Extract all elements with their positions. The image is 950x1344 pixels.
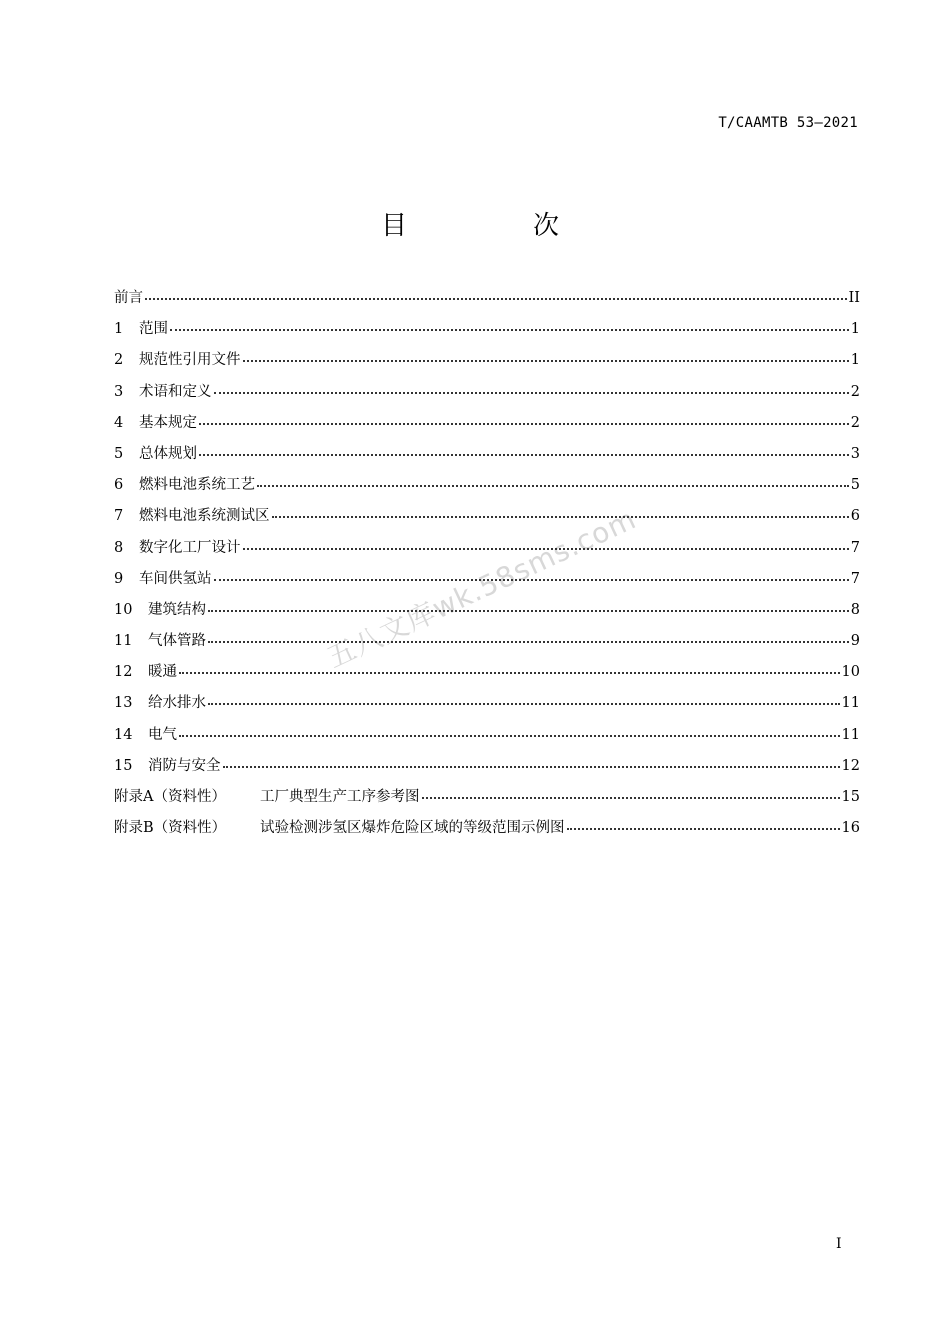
toc-entry-label: 范围 xyxy=(139,321,168,338)
toc-entry-number: 4 xyxy=(114,414,124,431)
toc-entry[interactable] xyxy=(114,785,860,816)
toc-entry-number: 15 xyxy=(114,757,133,774)
toc-entry-label: 暖通 xyxy=(148,664,177,681)
toc-entry-label: 气体管路 xyxy=(148,633,206,650)
toc-entry-label: 给水排水 xyxy=(148,695,206,712)
toc-entry-number: 8 xyxy=(114,539,124,556)
toc-entry-label: 车间供氢站 xyxy=(139,570,212,587)
toc-entry-label: 工厂典型生产工序参考图 xyxy=(260,789,420,805)
toc-entry-label: 燃料电池系统测试区 xyxy=(139,508,270,525)
watermark: 五八文库wk.58sms.com xyxy=(322,502,642,675)
toc-entry[interactable] xyxy=(114,691,860,722)
toc-entry[interactable] xyxy=(114,348,860,379)
toc-leader-dots xyxy=(179,664,840,674)
toc-entry-label: 燃料电池系统工艺 xyxy=(139,477,255,494)
toc-entry-number: 10 xyxy=(114,601,133,618)
toc-entry-label: 前言 xyxy=(114,290,143,306)
toc-leader-dots xyxy=(199,446,849,456)
toc-entry-label: 数字化工厂设计 xyxy=(139,539,241,556)
toc-entry-number: 附录B（资料性） xyxy=(114,820,227,837)
toc-entry-page: 7 xyxy=(850,570,860,587)
toc-entry-number: 9 xyxy=(114,570,124,587)
toc-entry-page: 1 xyxy=(850,321,860,338)
toc-entry-page: 2 xyxy=(850,383,860,400)
document-code: T/CAAMTB 53—2021 xyxy=(718,115,858,131)
toc-entry[interactable] xyxy=(114,723,860,754)
toc-entry[interactable] xyxy=(114,629,860,660)
toc-entry-number: 5 xyxy=(114,445,124,462)
toc-entry-page: 11 xyxy=(841,726,860,743)
toc-leader-dots xyxy=(208,695,840,705)
toc-entry-number: 13 xyxy=(114,695,133,712)
toc-entry-number: 附录A（资料性） xyxy=(114,789,226,805)
toc-leader-dots xyxy=(272,508,849,518)
toc-entry[interactable] xyxy=(114,567,860,598)
toc-entry[interactable] xyxy=(114,286,860,317)
toc-entry[interactable] xyxy=(114,816,860,847)
toc-entry-number: 14 xyxy=(114,726,133,743)
toc-entry[interactable] xyxy=(114,660,860,691)
toc-entry-number: 3 xyxy=(114,383,124,400)
toc-entry[interactable] xyxy=(114,504,860,535)
toc-entry-page: 1 xyxy=(850,352,860,369)
table-of-contents xyxy=(114,286,860,847)
toc-entry-page: 10 xyxy=(841,664,860,681)
toc-leader-dots xyxy=(422,789,840,799)
toc-entry-label: 试验检测涉氢区爆炸危险区域的等级范围示例图 xyxy=(260,820,565,837)
toc-leader-dots xyxy=(243,540,849,550)
toc-entry-page: II xyxy=(848,290,860,306)
toc-leader-dots xyxy=(223,758,840,768)
toc-entry-label: 建筑结构 xyxy=(148,601,206,618)
toc-entry-page: 15 xyxy=(841,789,860,805)
page-number: I xyxy=(836,1236,842,1252)
toc-entry-page: 7 xyxy=(850,539,860,556)
toc-leader-dots xyxy=(214,384,849,394)
toc-entry-number: 7 xyxy=(114,508,124,525)
toc-leader-dots xyxy=(214,571,849,581)
toc-entry-page: 5 xyxy=(850,477,860,494)
toc-entry-label: 规范性引用文件 xyxy=(139,352,241,369)
toc-leader-dots xyxy=(567,820,840,830)
toc-leader-dots xyxy=(208,633,849,643)
toc-entry[interactable] xyxy=(114,442,860,473)
toc-entry-label: 消防与安全 xyxy=(148,757,221,774)
toc-entry[interactable] xyxy=(114,380,860,411)
page-title: 目 次 xyxy=(380,211,609,241)
toc-entry[interactable] xyxy=(114,598,860,629)
toc-entry[interactable] xyxy=(114,473,860,504)
toc-entry-label: 电气 xyxy=(148,726,177,743)
toc-leader-dots xyxy=(257,477,849,487)
toc-leader-dots xyxy=(208,602,849,612)
toc-entry-label: 基本规定 xyxy=(139,414,197,431)
toc-entry-page: 11 xyxy=(841,695,860,712)
toc-entry[interactable] xyxy=(114,317,860,348)
toc-entry-page: 3 xyxy=(850,445,860,462)
toc-entry-page: 6 xyxy=(850,508,860,525)
toc-leader-dots xyxy=(145,290,847,300)
toc-leader-dots xyxy=(243,352,849,362)
toc-leader-dots xyxy=(170,321,849,331)
toc-entry-page: 8 xyxy=(850,601,860,618)
toc-entry-page: 9 xyxy=(850,633,860,650)
toc-entry-label: 总体规划 xyxy=(139,445,197,462)
toc-entry-number: 2 xyxy=(114,352,124,369)
toc-entry-number: 12 xyxy=(114,664,133,681)
toc-leader-dots xyxy=(179,727,840,737)
toc-entry[interactable] xyxy=(114,754,860,785)
toc-entry-page: 12 xyxy=(841,757,860,774)
toc-entry-page: 2 xyxy=(850,414,860,431)
toc-entry-number: 6 xyxy=(114,477,124,494)
toc-entry[interactable] xyxy=(114,411,860,442)
toc-entry[interactable] xyxy=(114,536,860,567)
toc-entry-page: 16 xyxy=(841,820,860,837)
toc-leader-dots xyxy=(199,415,849,425)
toc-entry-number: 11 xyxy=(114,633,133,650)
toc-entry-number: 1 xyxy=(114,321,124,338)
toc-entry-label: 术语和定义 xyxy=(139,383,212,400)
